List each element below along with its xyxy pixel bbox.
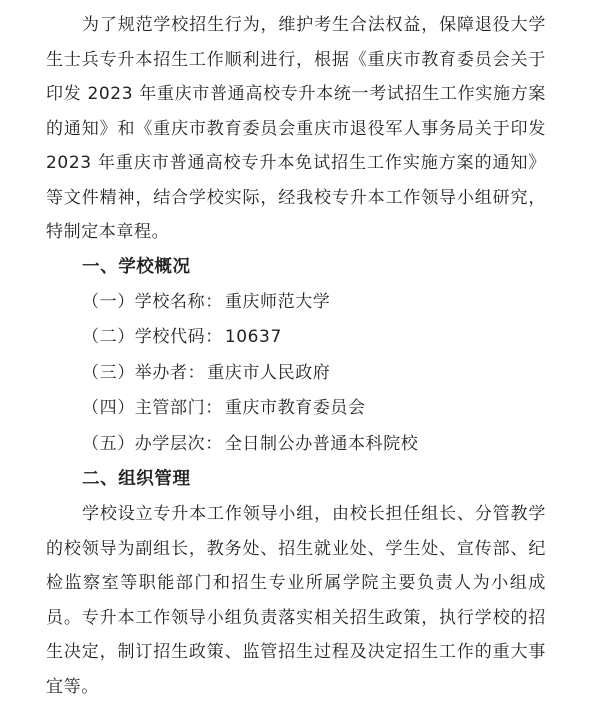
school-overview-list	[46, 285, 546, 463]
overview-item-school-code	[46, 320, 546, 356]
section-heading-school-overview: 一、学校概况	[82, 256, 191, 277]
overview-item-school-name	[46, 285, 546, 321]
section-heading-organization: 二、组织管理	[82, 469, 191, 489]
item-label: （五）办学层次：	[82, 433, 223, 454]
item-value: 重庆市人民政府	[207, 362, 331, 383]
item-label: （三）举办者：	[82, 362, 206, 383]
item-value: 重庆师范大学	[224, 291, 331, 312]
item-label: （四）主管部门：	[82, 398, 223, 418]
item-label: （一）学校名称：	[82, 291, 223, 312]
overview-item-sponsor	[46, 356, 546, 392]
overview-item-authority	[46, 391, 546, 427]
item-value: 重庆市教育委员会	[224, 398, 366, 418]
intro-paragraph: 为了规范学校招生行为，维护考生合法权益，保障退役大学生士兵专升本招生工作顺利进行，根据《重庆市教育委员会关于印发 2023 年重庆市普通高校专升本统一考试招生工作实施方案的通知》和《重庆市教育委员会重庆市退役军人事务局关于印发 2023 年重庆市普通高校专升本免试招生工作实施方案的通知》等文件精神，结合学校实际，经我校专升本工作领导小组研究，特制定本章程。	[46, 15, 546, 242]
organization-paragraph: 学校设立专升本工作领导小组，由校长担任组长、分管教学的校领导为副组长，教务处、招生就业处、学生处、宣传部、纪检监察室等职能部门和招生专业所属学院主要负责人为小组成员。专升本工作领导小组负责落实相关招生政策，执行学校的招生决定，制订招生政策、监管招生过程及决定招生工作的重大事宜等。	[46, 504, 546, 697]
document	[46, 8, 546, 704]
overview-item-level	[46, 427, 546, 463]
item-value: 10637	[224, 327, 282, 347]
item-value: 全日制公办普通本科院校	[224, 433, 419, 454]
item-label: （二）学校代码：	[82, 327, 223, 347]
